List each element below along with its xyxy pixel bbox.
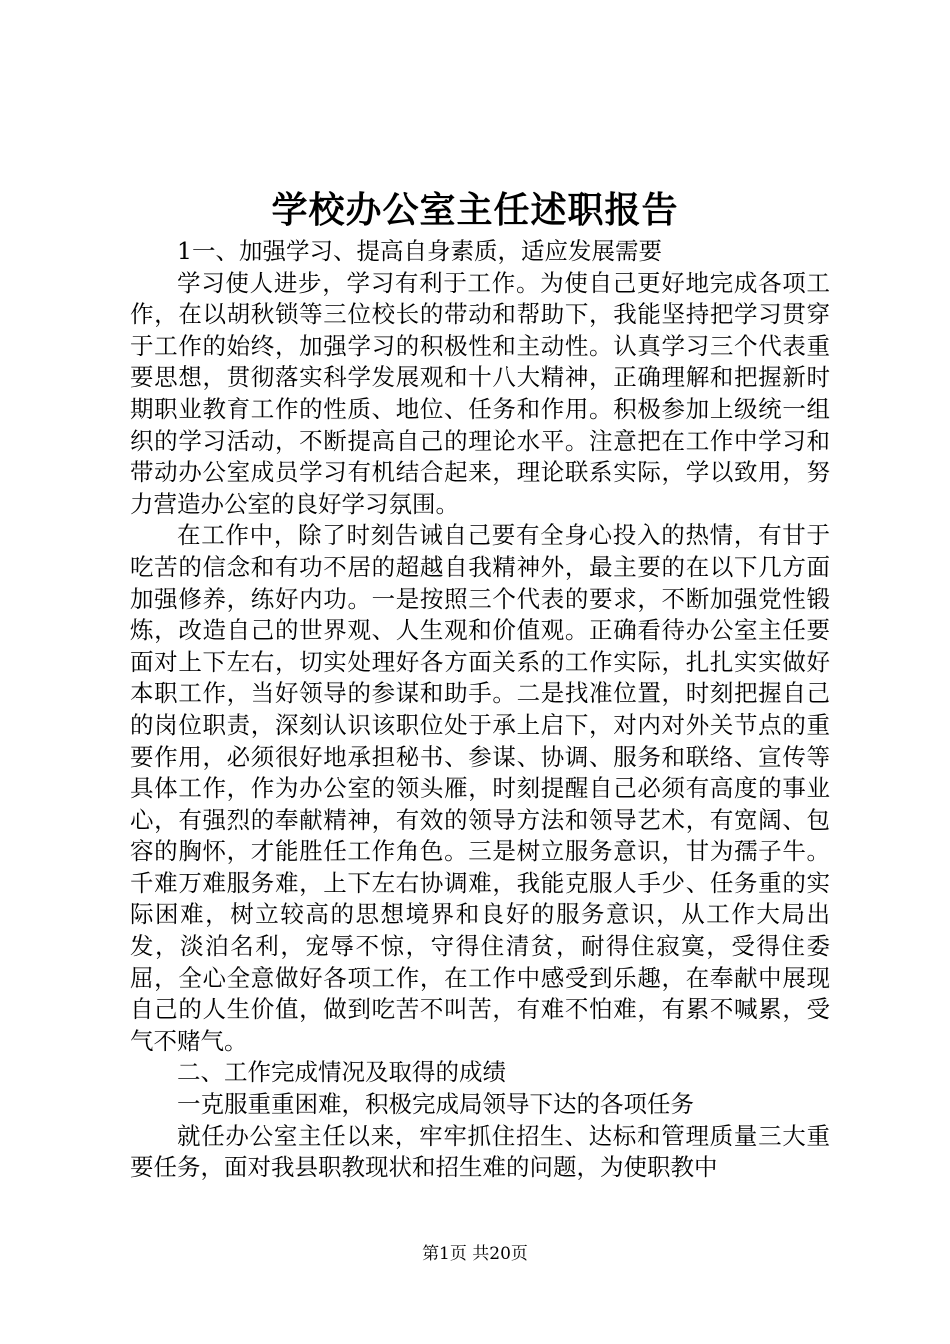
body-paragraph-1: 学习使人进步，学习有利于工作。为使自己更好地完成各项工作，在以胡秋锁等三位校长的带动和帮助下，我能坚持把学习贯穿于工作的始终，加强学习的积极性和主动性。认真学习三个代表重要思想，贯彻落实科学发展观和十八大精神，正确理解和把握新时期职业教育工作的性质、地位、任务和作用。积极参加上级统一组织的学习活动，不断提高自己的理论水平。注意把在工作中学习和带动办公室成员学习有机结合起来，理论联系实际，学以致用，努力营造办公室的良好学习氛围。 (130, 268, 830, 518)
document-body (130, 236, 830, 1184)
section-heading-2: 二、工作完成情况及取得的成绩 (177, 1058, 506, 1087)
page-footer: 第1页 共20页 (422, 1244, 528, 1264)
document-title: 学校办公室主任述职报告 (271, 189, 679, 231)
body-paragraph-2: 在工作中，除了时刻告诫自己要有全身心投入的热情，有甘于吃苦的信念和有功不居的超越自我精神外，最主要的在以下几方面加强修养，练好内功。一是按照三个代表的要求，不断加强党性锻炼，改造自己的世界观、人生观和价值观。正确看待办公室主任要面对上下左右，切实处理好各方面关系的工作实际，扎扎实实做好本职工作，当好领导的参谋和助手。二是找准位置，时刻把握自己的岗位职责，深刻认识该职位处于承上启下，对内对外关节点的重要作用，必须很好地承担秘书、参谋、协调、服务和联络、宣传等具体工作，作为办公室的领头雁，时刻提醒自己必须有高度的事业心，有强烈的奉献精神，有效的领导方法和领导艺术，有宽阔、包容的胸怀，才能胜任工作角色。三是树立服务意识，甘为孺子牛。千难万难服务难，上下左右协调难，我能克服人手少、任务重的实际困难，树立较高的思想境界和良好的服务意识，从工作大局出发，淡泊名利，宠辱不惊，守得住清贫，耐得住寂寞，受得住委屈，全心全意做好各项工作，在工作中感受到乐趣，在奉献中展现自己的人生价值，做到吃苦不叫苦，有难不怕难，有累不喊累，受气不赌气。 (130, 521, 830, 1055)
section-heading-1: 1一、加强学习、提高自身素质，适应发展需要 (177, 237, 662, 265)
subsection-heading-1: 一克服重重困难，积极完成局领导下达的各项任务 (177, 1090, 694, 1119)
body-paragraph-3: 就任办公室主任以来，牢牢抓住招生、达标和管理质量三大重要任务，面对我县职教现状和招生难的问题，为使职教中 (130, 1121, 830, 1182)
